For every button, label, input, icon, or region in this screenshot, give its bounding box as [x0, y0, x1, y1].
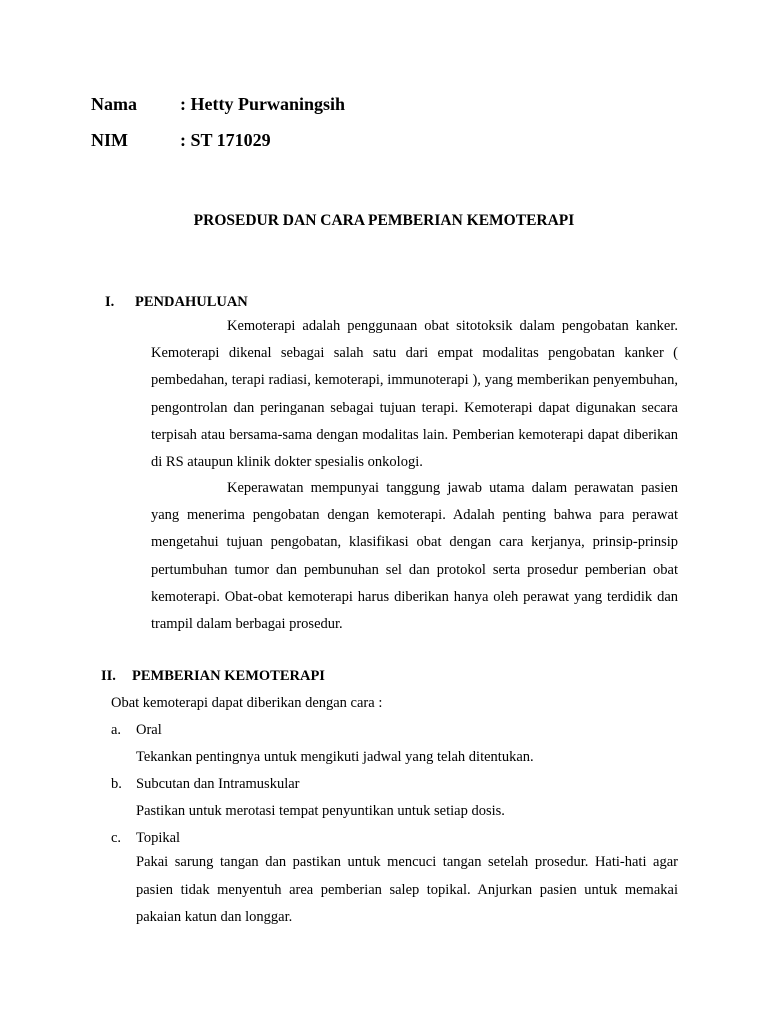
section-1-paragraph-1: Kemoterapi adalah penggunaan obat sitotoksik dalam pengobatan kanker. Kemoterapi dikenal sebagai salah satu dari empat modalitas pengobatan kanker ( pembedahan, terapi radiasi, kemoterapi, immunoterapi ), yang memberikan penyembuhan, pengontrolan dan peringanan sebagai tujuan terapi. Kemoterapi dapat digunakan secara terpisah atau bersama-sama dengan modalitas lain. Pemberian kemoterapi dapat diberikan di RS ataupun klinik dokter spesialis onkologi. — [151, 318, 678, 471]
name-value: : Hetty Purwaningsih — [180, 94, 346, 114]
section-2-title: PEMBERIAN KEMOTERAPI — [132, 668, 325, 684]
document-title: PROSEDUR DAN CARA PEMBERIAN KEMOTERAPI — [193, 212, 575, 229]
list-item-marker: c. — [111, 830, 122, 846]
section-2-intro: Obat kemoterapi dapat diberikan dengan cara : — [111, 695, 383, 711]
list-item-description: Pastikan untuk merotasi tempat penyuntikan untuk setiap dosis. — [136, 803, 505, 819]
list-item-description: Pakai sarung tangan dan pastikan untuk mencuci tangan setelah prosedur. Hati-hati agar pasien tidak menyentuh area pemberian salep topikal. Anjurkan pasien untuk memakai pakaian katun dan longgar. — [136, 854, 678, 925]
name-label: Nama — [91, 94, 137, 114]
list-item-label: Topikal — [136, 830, 181, 846]
nim-label: NIM — [91, 130, 128, 150]
list-item-label: Oral — [136, 722, 162, 738]
list-item-marker: a. — [111, 722, 122, 738]
section-1-number: I. — [105, 294, 115, 310]
section-1-title: PENDAHULUAN — [135, 294, 248, 310]
list-item-label: Subcutan dan Intramuskular — [136, 776, 300, 792]
section-1-paragraph-2: Keperawatan mempunyai tanggung jawab utama dalam perawatan pasien yang menerima pengobatan dengan kemoterapi. Adalah penting bahwa para perawat mengetahui tujuan pengobatan, klasifikasi obat dengan cara kerjanya, prinsip-prinsip pertumbuhan tumor dan pembunuhan sel dan protokol serta prosedur pemberian obat kemoterapi. Obat-obat kemoterapi harus diberikan hanya oleh perawat yang terdidik dan trampil dalam berbagai prosedur. — [151, 480, 678, 633]
nim-value: : ST 171029 — [180, 130, 271, 150]
list-item-description: Tekankan pentingnya untuk mengikuti jadwal yang telah ditentukan. — [136, 749, 534, 765]
section-2-number: II. — [101, 668, 116, 684]
list-item-marker: b. — [111, 776, 122, 792]
